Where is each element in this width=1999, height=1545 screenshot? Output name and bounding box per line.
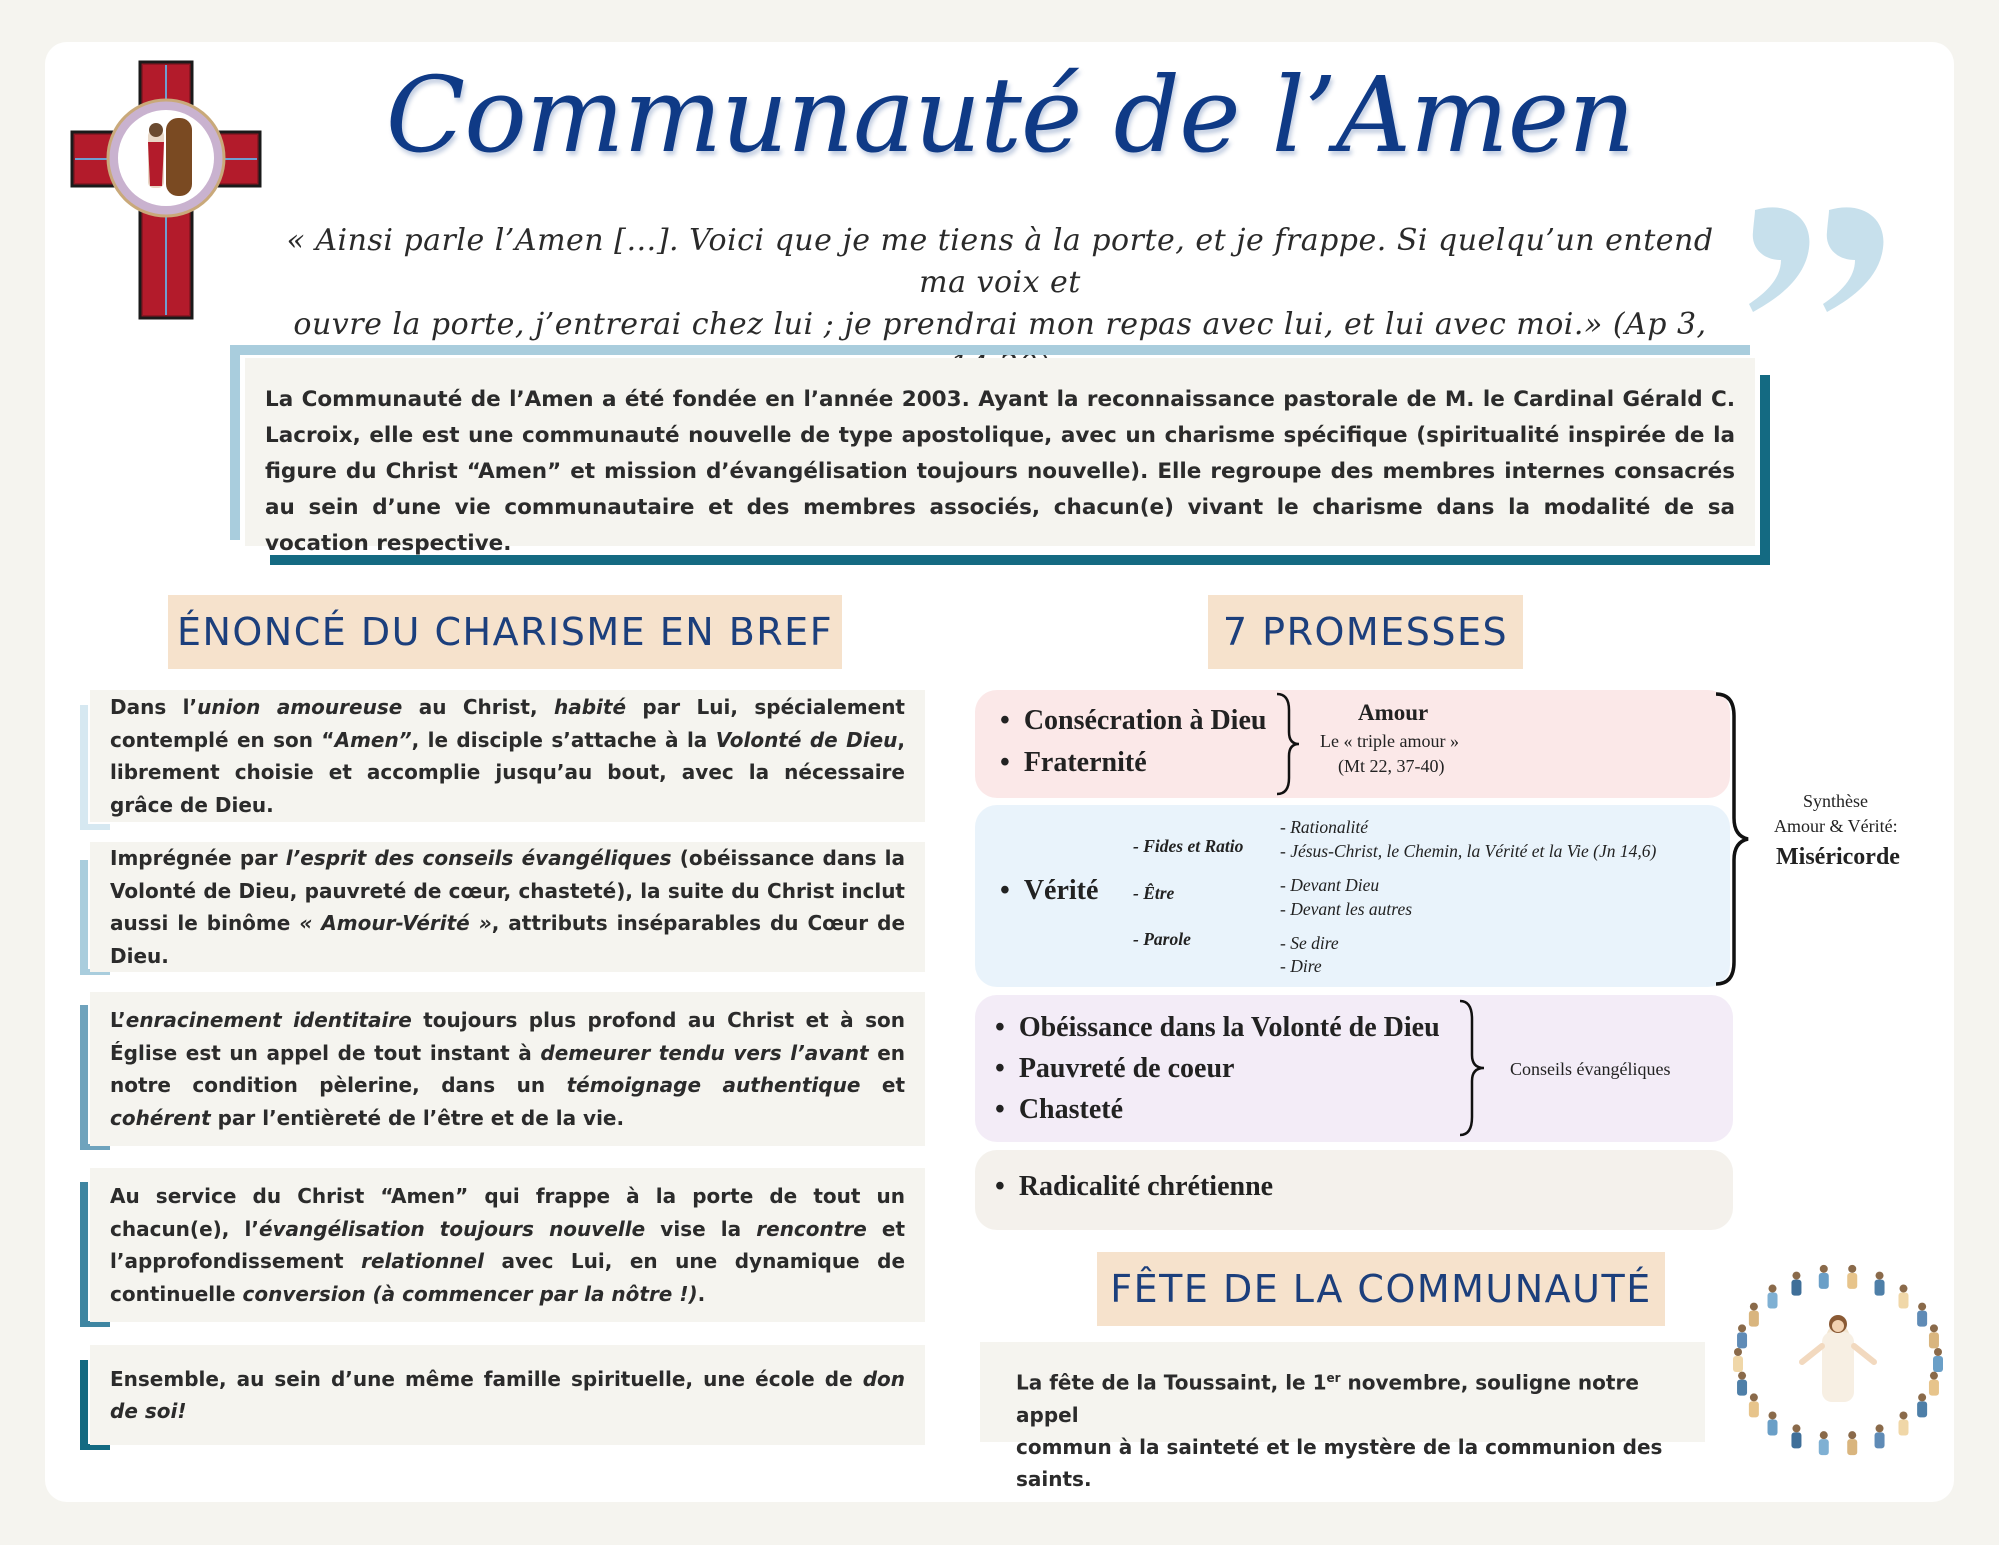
person-figure (1898, 1293, 1908, 1309)
person-head (1848, 1431, 1856, 1439)
person-head (1734, 1348, 1742, 1356)
brace-synthese-icon (1712, 690, 1752, 988)
verite-etre-label: - Être (1133, 883, 1175, 903)
charisme-box-2 (90, 842, 925, 972)
person-figure (1791, 1280, 1801, 1296)
promesses-heading: 7 PROMESSES (1208, 595, 1523, 669)
verite-fides-label: - Fides et Ratio (1133, 836, 1244, 856)
person-head (1918, 1393, 1926, 1401)
person-figure (1898, 1419, 1908, 1435)
person-head (1930, 1324, 1938, 1332)
person-figure (1737, 1380, 1747, 1396)
charisme-text-1: Dans l’union amoureuse au Christ, habité par Lui, spécialement contemplé en son “Amen”, le disciple s’attache à la Volonté de Dieu, librement choisie et accomplie jusqu’au bout, avec la nécessaire grâce de Dieu. (110, 695, 905, 817)
charisme-accent-3 (80, 1005, 88, 1150)
person-figure (1847, 1273, 1857, 1289)
person-figure (1768, 1419, 1778, 1435)
promise-pauvrete: • Pauvreté de coeur (995, 1053, 1235, 1084)
charisme-accent-5 (80, 1360, 88, 1450)
charisme-text-2: Imprégnée par l’esprit des conseils évangéliques (obéissance dans la Volonté de Dieu, pauvreté de cœur, chasteté), la suite du Christ inclut aussi le binôme « Amour-Vérité », attributs inséparables du Cœur de Dieu. (110, 846, 906, 968)
person-figure (1929, 1332, 1939, 1348)
person-figure (1749, 1311, 1759, 1327)
person-figure (1847, 1439, 1857, 1455)
fete-line-1: La fête de la Toussaint, le 1er novembre, souligne notre appel (1016, 1370, 1639, 1427)
verite-rationalite: - Rationalité (1280, 817, 1368, 837)
person-figure (1819, 1439, 1829, 1455)
promise-fraternite: • Fraternité (1000, 747, 1147, 778)
charisme-accent-1 (80, 705, 88, 830)
synthese-misericorde: Miséricorde (1776, 844, 1900, 870)
person-figure (1791, 1432, 1801, 1448)
person-head (1876, 1424, 1884, 1432)
person-head (1792, 1272, 1800, 1280)
verite-jesus-christ: - Jésus-Christ, le Chemin, la Vérité et la Vie (Jn 14,6) (1280, 841, 1657, 861)
person-figure (1875, 1280, 1885, 1296)
charisme-accent-2 (80, 860, 88, 975)
charisme-box-3 (90, 992, 925, 1146)
person-head (1876, 1272, 1884, 1280)
person-figure (1733, 1356, 1743, 1372)
quote-line-2: ouvre la porte, j’entrerai chez lui ; je prendrai mon repas avec lui, et lui avec moi.» (Ap 3, (293, 307, 1707, 342)
person-figure (1929, 1380, 1939, 1396)
promise-radicalite: • Radicalité chrétienne (995, 1171, 1274, 1202)
person-head (1934, 1348, 1942, 1356)
verite-devant-autres: - Devant les autres (1280, 899, 1413, 919)
verite-devant-dieu: - Devant Dieu (1280, 875, 1380, 895)
promise-chastete: • Chasteté (995, 1094, 1124, 1125)
promise-consecration: • Consécration à Dieu (1000, 705, 1267, 736)
verite-se-dire: - Se dire (1280, 933, 1339, 953)
person-head (1750, 1303, 1758, 1311)
charisme-accent-4 (80, 1182, 88, 1327)
person-head (1792, 1424, 1800, 1432)
fete-text (980, 1342, 1705, 1491)
amour-label-title: Amour (1358, 700, 1429, 725)
person-head (1750, 1393, 1758, 1401)
person-figure (1875, 1432, 1885, 1448)
synthese-line2: Amour & Vérité: (1774, 816, 1898, 836)
charisme-accent-1b (80, 824, 110, 830)
community-logo (70, 60, 262, 322)
amour-label-line1: Le « triple amour » (1320, 731, 1459, 751)
charisme-box-5 (90, 1345, 925, 1445)
person-figure (1737, 1332, 1747, 1348)
person-figure (1917, 1311, 1927, 1327)
communion-of-saints-illustration (1718, 1262, 1958, 1462)
verite-dire: - Dire (1280, 956, 1322, 976)
charisme-heading: ÉNONCÉ DU CHARISME EN BREF (168, 595, 842, 669)
person-head (1769, 1285, 1777, 1293)
conseils-label: Conseils évangéliques (1510, 1059, 1671, 1079)
synthese-line1: Synthèse (1803, 791, 1868, 811)
brace-amour-icon (1275, 690, 1301, 798)
charisme-box-1 (90, 690, 925, 822)
page-title: Communauté de l’Amen (385, 54, 1635, 176)
person-head (1738, 1372, 1746, 1380)
person-figure (1819, 1273, 1829, 1289)
person-head (1918, 1303, 1926, 1311)
fete-line-2: commun à la sainteté et le mystère de la communion des saints. (1016, 1434, 1663, 1491)
person-figure (1768, 1293, 1778, 1309)
person-head (1899, 1411, 1907, 1419)
charisme-text-5: Ensemble, au sein d’une même famille spirituelle, une école de don de soi! (110, 1366, 905, 1423)
brace-conseils-icon (1458, 997, 1486, 1139)
charisme-text-4: Au service du Christ “Amen” qui frappe à la porte de tout un chacun(e), l’évangélisation toujours nouvelle vise la rencontre et l’approfondissement relationnel avec Lui, en une dynamique de continuelle conversion (à commencer par la nôtre !). (110, 1184, 906, 1306)
charisme-text-3: L’enracinement identitaire toujours plus profond au Christ et à son Église est un appel de tout instant à demeurer tendu vers l’avant en notre condition pèlerine, dans un témoignage authentique et cohérent par l’entièreté de l’être et de la vie. (110, 1008, 906, 1130)
promise-obeissance: • Obéissance dans la Volonté de Dieu (995, 1012, 1440, 1043)
quote-mark-icon (1745, 200, 1895, 330)
promise-verite: • Vérité (1000, 875, 1099, 906)
person-head (1769, 1411, 1777, 1419)
person-head (1820, 1265, 1828, 1273)
person-figure (1917, 1401, 1927, 1417)
charisme-box-4 (90, 1168, 925, 1322)
person-figure (1749, 1401, 1759, 1417)
amour-label-line2: (Mt 22, 37-40) (1338, 756, 1445, 776)
person-head (1820, 1431, 1828, 1439)
person-head (1899, 1285, 1907, 1293)
intro-text: La Communauté de l’Amen a été fondée en l’année 2003. Ayant la reconnaissance pastorale de M. le Cardinal Gérald C. Lacroix, elle est une communauté nouvelle de type apostolique, avec un charisme spécifique (spiritualité inspirée de la figure du Christ “Amen” et mission d’évangélisation toujours nouvelle). Elle regroupe des membres internes consacrés au sein d’une vie communautaire et des membres associés, chacun(e) vivant le charisme dans la modalité de sa vocation respective. (245, 358, 1755, 546)
person-head (1848, 1265, 1856, 1273)
person-figure (1933, 1356, 1943, 1372)
verite-parole-label: - Parole (1133, 929, 1191, 949)
person-head (1930, 1372, 1938, 1380)
quote-line-1: « Ainsi parle l’Amen […]. Voici que je me tiens à la porte, et je frappe. Si quelqu’un entend ma voix et (286, 223, 1714, 300)
fete-heading: FÊTE DE LA COMMUNAUTÉ (1097, 1252, 1665, 1326)
person-head (1738, 1324, 1746, 1332)
